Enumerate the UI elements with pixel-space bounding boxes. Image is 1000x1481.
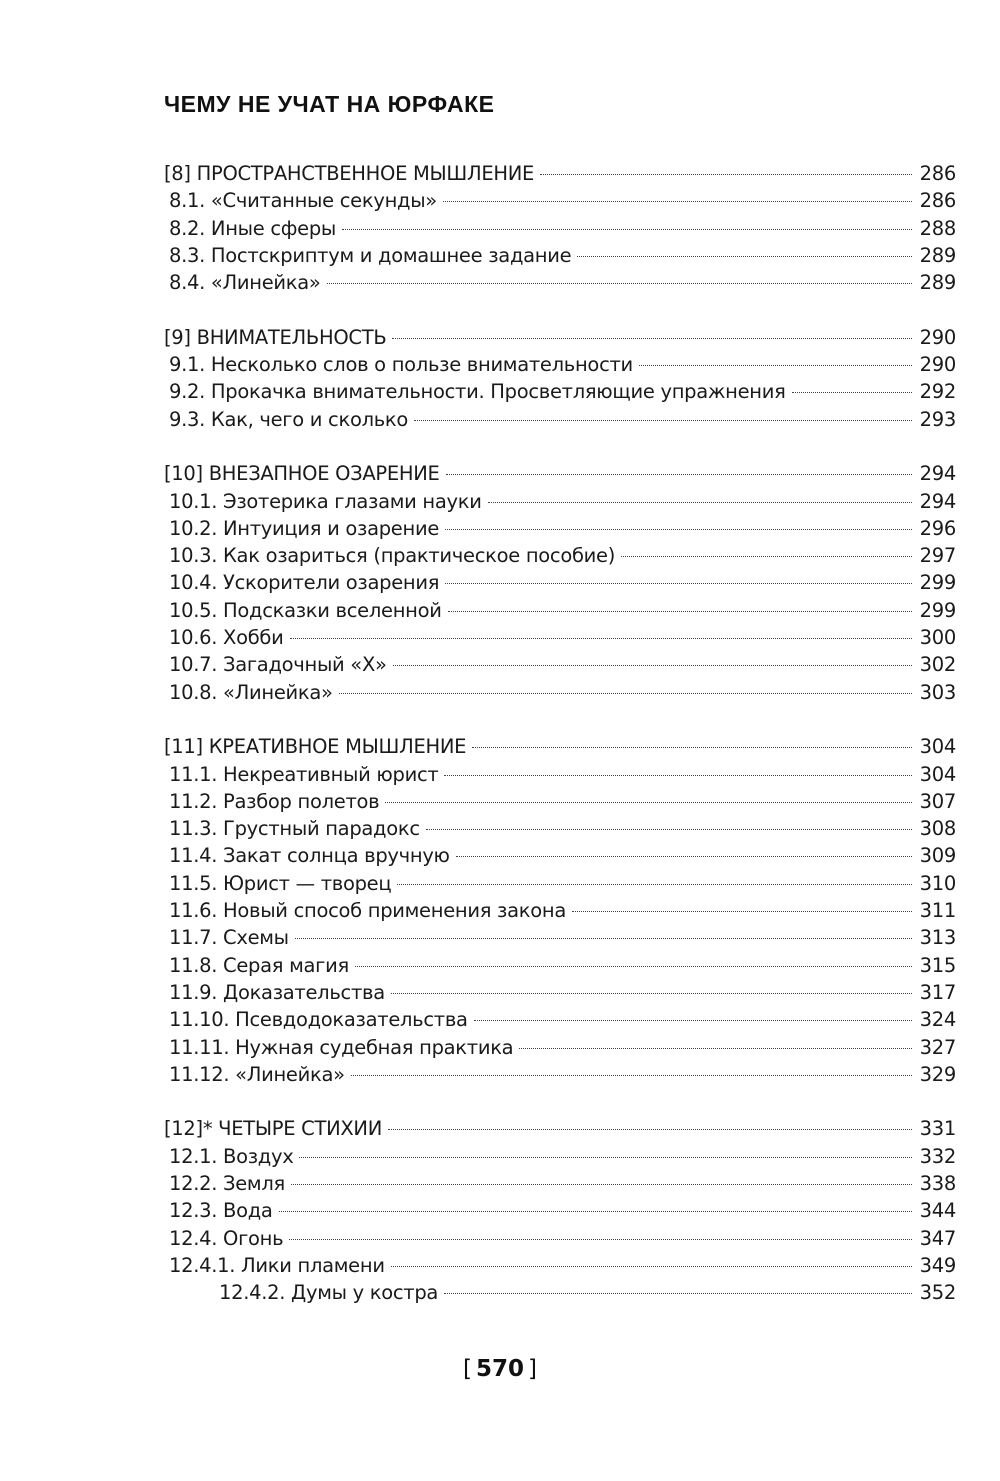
dot-leader xyxy=(391,1266,912,1267)
toc-entry-page: 311 xyxy=(919,899,956,923)
toc-entry[interactable] xyxy=(164,569,956,596)
toc-entry[interactable] xyxy=(164,952,956,979)
toc-entry-title: 11.1. Некреативный юрист xyxy=(169,762,439,786)
toc-entry-page: 290 xyxy=(919,353,956,377)
toc-entry-page: 310 xyxy=(919,871,956,895)
table-of-contents xyxy=(164,160,956,1334)
dot-leader xyxy=(295,938,912,939)
toc-entry-title: 10.1. Эзотерика глазами науки xyxy=(169,489,482,513)
toc-entry-title: 11.12. «Линейка» xyxy=(169,1062,345,1086)
toc-entry-title: 8.2. Иные сферы xyxy=(169,216,337,240)
toc-entry[interactable] xyxy=(164,488,956,515)
toc-entry-title: [10] ВНЕЗАПНОЕ ОЗАРЕНИЕ xyxy=(164,462,440,486)
toc-section-10 xyxy=(164,460,956,706)
toc-entry-page: 344 xyxy=(919,1199,956,1223)
toc-entry-title: 10.3. Как озариться (практическое пособие) xyxy=(169,544,616,568)
dot-leader xyxy=(792,392,912,393)
dot-leader xyxy=(472,747,912,748)
toc-entry[interactable] xyxy=(164,1006,956,1033)
dot-leader xyxy=(446,474,912,475)
toc-entry[interactable] xyxy=(164,187,956,214)
toc-entry[interactable] xyxy=(164,406,956,433)
toc-entry-page: 315 xyxy=(919,953,956,977)
toc-entry-page: 309 xyxy=(919,844,956,868)
toc-entry-title: 10.2. Интуиция и озарение xyxy=(169,516,440,540)
toc-entry-title: 12.4. Огонь xyxy=(169,1226,284,1250)
toc-entry-title: 10.8. «Линейка» xyxy=(169,680,333,704)
dot-leader xyxy=(426,829,912,830)
toc-entry-title: 9.2. Прокачка внимательности. Просветляющие упражнения xyxy=(169,380,786,404)
page-number xyxy=(0,1352,1000,1386)
toc-entry-page: 286 xyxy=(919,189,956,213)
toc-entry[interactable] xyxy=(164,269,956,296)
toc-entry[interactable] xyxy=(164,1061,956,1088)
toc-entry-page: 349 xyxy=(919,1253,956,1277)
dot-leader xyxy=(355,966,912,967)
toc-entry[interactable] xyxy=(164,1197,956,1224)
toc-entry[interactable] xyxy=(164,1279,956,1306)
toc-entry-title: 9.3. Как, чего и сколько xyxy=(169,407,409,431)
dot-leader xyxy=(385,802,912,803)
toc-entry-page: 304 xyxy=(919,762,956,786)
toc-entry[interactable] xyxy=(164,215,956,242)
toc-entry-page: 329 xyxy=(919,1062,956,1086)
dot-leader xyxy=(444,775,912,776)
dot-leader xyxy=(342,229,912,230)
dot-leader xyxy=(540,174,912,175)
dot-leader xyxy=(339,693,912,694)
dot-leader xyxy=(445,583,912,584)
toc-entry-title: 12.4.2. Думы у костра xyxy=(219,1281,439,1305)
toc-entry-title: 12.4.1. Лики пламени xyxy=(169,1253,385,1277)
folio-close-bracket: ] xyxy=(528,1356,537,1382)
toc-entry-title: 11.3. Грустный парадокс xyxy=(169,817,420,841)
toc-entry-page: 300 xyxy=(919,626,956,650)
toc-entry-page: 303 xyxy=(919,680,956,704)
dot-leader xyxy=(414,420,912,421)
dot-leader xyxy=(327,283,912,284)
toc-entry-page: 289 xyxy=(919,243,956,267)
dot-leader xyxy=(572,911,912,912)
toc-entry-page: 299 xyxy=(919,571,956,595)
toc-entry[interactable] xyxy=(164,1143,956,1170)
toc-entry-title: 12.2. Земля xyxy=(169,1171,285,1195)
toc-entry[interactable] xyxy=(164,1225,956,1252)
toc-entry-page: 286 xyxy=(919,162,956,185)
toc-entry-page: 290 xyxy=(919,325,956,349)
toc-entry[interactable] xyxy=(164,870,956,897)
dot-leader xyxy=(488,502,912,503)
toc-section-11 xyxy=(164,733,956,1088)
toc-entry-page: 352 xyxy=(919,1281,956,1305)
toc-entry[interactable] xyxy=(164,597,956,624)
toc-entry[interactable] xyxy=(164,679,956,706)
toc-entry[interactable] xyxy=(164,651,956,678)
dot-leader xyxy=(393,665,912,666)
toc-entry-title: 11.6. Новый способ применения закона xyxy=(169,899,566,923)
toc-entry[interactable] xyxy=(164,460,956,487)
toc-entry-page: 331 xyxy=(919,1117,956,1141)
toc-entry-page: 338 xyxy=(919,1171,956,1195)
toc-entry-title: 8.1. «Считанные секунды» xyxy=(169,189,437,213)
toc-entry[interactable] xyxy=(164,897,956,924)
toc-entry[interactable] xyxy=(164,842,956,869)
toc-entry[interactable] xyxy=(164,351,956,378)
toc-entry-title: 10.6. Хобби xyxy=(169,626,284,650)
toc-entry-title: 8.3. Постскриптум и домашнее задание xyxy=(169,243,572,267)
toc-entry-page: 332 xyxy=(919,1144,956,1168)
toc-entry-title: 11.4. Закат солнца вручную xyxy=(169,844,450,868)
dot-leader xyxy=(456,856,912,857)
toc-entry[interactable] xyxy=(164,378,956,405)
toc-entry[interactable] xyxy=(164,979,956,1006)
dot-leader xyxy=(474,1020,912,1021)
toc-entry-page: 308 xyxy=(919,817,956,841)
toc-entry-title: 11.11. Нужная судебная практика xyxy=(169,1035,514,1059)
toc-entry-title: 10.4. Ускорители озарения xyxy=(169,571,440,595)
toc-entry-title: 8.4. «Линейка» xyxy=(169,271,321,295)
toc-entry-title: 11.2. Разбор полетов xyxy=(169,789,380,813)
toc-entry[interactable] xyxy=(164,1034,956,1061)
toc-entry-title: 10.7. Загадочный «Х» xyxy=(169,653,387,677)
toc-entry-title: 11.9. Доказательства xyxy=(169,980,385,1004)
dot-leader xyxy=(621,556,912,557)
toc-entry[interactable] xyxy=(164,788,956,815)
toc-section-8 xyxy=(164,160,956,296)
toc-entry[interactable] xyxy=(164,761,956,788)
toc-entry-page: 294 xyxy=(919,489,956,513)
toc-section-12 xyxy=(164,1115,956,1306)
toc-entry[interactable] xyxy=(164,624,956,651)
toc-entry-page: 292 xyxy=(919,380,956,404)
dot-leader xyxy=(577,256,912,257)
dot-leader xyxy=(291,1184,912,1185)
toc-entry-page: 296 xyxy=(919,516,956,540)
folio-number: 570 xyxy=(475,1356,524,1382)
toc-entry-title: 11.7. Схемы xyxy=(169,926,289,950)
dot-leader xyxy=(290,638,912,639)
dot-leader xyxy=(444,1293,912,1294)
toc-entry-page: 324 xyxy=(919,1008,956,1032)
dot-leader xyxy=(448,611,912,612)
dot-leader xyxy=(639,365,912,366)
toc-entry-title: [11] КРЕАТИВНОЕ МЫШЛЕНИЕ xyxy=(164,735,467,759)
dot-leader xyxy=(519,1048,912,1049)
toc-entry-title: 11.10. Псевдодоказательства xyxy=(169,1008,468,1032)
toc-entry[interactable] xyxy=(164,242,956,269)
toc-entry[interactable] xyxy=(164,160,956,187)
toc-entry-title: 12.3. Вода xyxy=(169,1199,273,1223)
toc-entry-title: [8] ПРОСТРАНСТВЕННОЕ МЫШЛЕНИЕ xyxy=(164,162,535,185)
page-title: ЧЕМУ НЕ УЧАТ НА ЮРФАКЕ xyxy=(164,91,495,117)
toc-entry[interactable] xyxy=(164,733,956,760)
dot-leader xyxy=(299,1157,912,1158)
toc-entry-page: 302 xyxy=(919,653,956,677)
dot-leader xyxy=(351,1075,912,1076)
toc-entry-page: 294 xyxy=(919,462,956,486)
toc-entry-page: 327 xyxy=(919,1035,956,1059)
toc-entry-page: 347 xyxy=(919,1226,956,1250)
folio-open-bracket: [ xyxy=(463,1356,472,1382)
toc-entry-page: 297 xyxy=(919,544,956,568)
toc-entry-title: 11.5. Юрист — творец xyxy=(169,871,392,895)
toc-entry-page: 304 xyxy=(919,735,956,759)
dot-leader xyxy=(445,529,912,530)
toc-entry-title: 10.5. Подсказки вселенной xyxy=(169,598,442,622)
toc-entry[interactable] xyxy=(164,324,956,351)
dot-leader xyxy=(391,993,912,994)
dot-leader xyxy=(289,1239,912,1240)
toc-entry[interactable] xyxy=(164,1252,956,1279)
toc-entry[interactable] xyxy=(164,1170,956,1197)
dot-leader xyxy=(388,1129,912,1130)
toc-entry-title: 9.1. Несколько слов о пользе внимательности xyxy=(169,353,633,377)
toc-entry-page: 313 xyxy=(919,926,956,950)
toc-entry-page: 317 xyxy=(919,980,956,1004)
toc-entry[interactable] xyxy=(164,542,956,569)
toc-entry-page: 288 xyxy=(919,216,956,240)
toc-section-9 xyxy=(164,324,956,433)
dot-leader xyxy=(443,201,912,202)
dot-leader xyxy=(397,884,912,885)
toc-entry-title: 11.8. Серая магия xyxy=(169,953,349,977)
dot-leader xyxy=(279,1211,912,1212)
toc-entry-title: 12.1. Воздух xyxy=(169,1144,294,1168)
toc-entry-page: 293 xyxy=(919,407,956,431)
dot-leader xyxy=(392,338,912,339)
toc-entry-page: 289 xyxy=(919,271,956,295)
toc-entry-title: [9] ВНИМАТЕЛЬНОСТЬ xyxy=(164,325,387,349)
toc-entry[interactable] xyxy=(164,924,956,951)
toc-entry-page: 307 xyxy=(919,789,956,813)
toc-entry[interactable] xyxy=(164,1115,956,1142)
toc-entry-page: 299 xyxy=(919,598,956,622)
toc-entry[interactable] xyxy=(164,515,956,542)
toc-entry-title: [12]* ЧЕТЫРЕ СТИХИИ xyxy=(164,1117,383,1141)
toc-entry[interactable] xyxy=(164,815,956,842)
